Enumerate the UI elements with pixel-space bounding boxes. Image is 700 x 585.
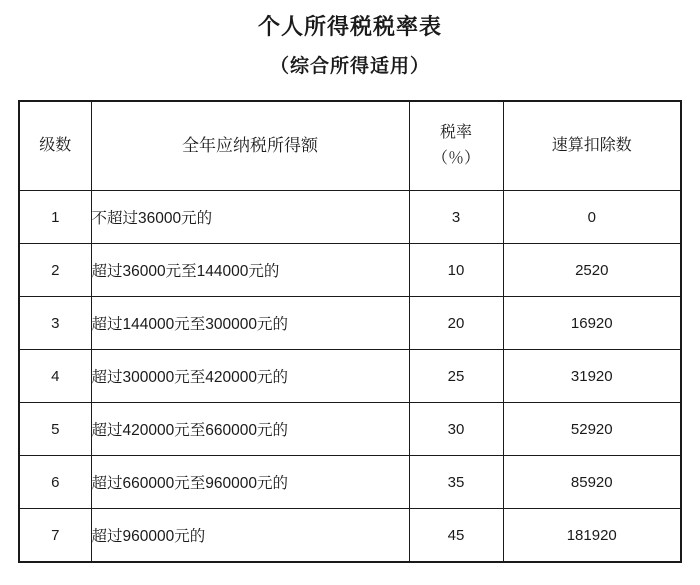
table-row bbox=[19, 350, 681, 403]
cell-level: 2 bbox=[19, 244, 91, 297]
table-row bbox=[19, 297, 681, 350]
cell-range: 不超过36000元的 bbox=[91, 191, 409, 244]
cell-rate: 10 bbox=[409, 244, 503, 297]
table-header bbox=[19, 101, 681, 191]
cell-deduction: 16920 bbox=[503, 297, 681, 350]
cell-range: 超过36000元至144000元的 bbox=[91, 244, 409, 297]
cell-deduction: 31920 bbox=[503, 350, 681, 403]
header-rate bbox=[409, 101, 503, 191]
cell-level: 1 bbox=[19, 191, 91, 244]
table-header-row bbox=[19, 101, 681, 191]
cell-level: 4 bbox=[19, 350, 91, 403]
table-row bbox=[19, 191, 681, 244]
cell-range: 超过300000元至420000元的 bbox=[91, 350, 409, 403]
table-body bbox=[19, 191, 681, 563]
tax-table-container bbox=[18, 100, 682, 563]
table-row bbox=[19, 456, 681, 509]
table-row bbox=[19, 509, 681, 563]
table-row bbox=[19, 244, 681, 297]
header-level: 级数 bbox=[19, 101, 91, 191]
cell-deduction: 52920 bbox=[503, 403, 681, 456]
header-range: 全年应纳税所得额 bbox=[91, 101, 409, 191]
cell-level: 7 bbox=[19, 509, 91, 563]
page-title: 个人所得税税率表 bbox=[257, 14, 442, 39]
cell-level: 5 bbox=[19, 403, 91, 456]
cell-rate: 35 bbox=[409, 456, 503, 509]
cell-rate: 3 bbox=[409, 191, 503, 244]
page-subtitle: （综合所得适用） bbox=[269, 56, 430, 77]
cell-deduction: 85920 bbox=[503, 456, 681, 509]
cell-deduction: 181920 bbox=[503, 509, 681, 563]
cell-rate: 45 bbox=[409, 509, 503, 563]
header-rate-line1: 税率 bbox=[439, 124, 472, 141]
cell-deduction: 2520 bbox=[503, 244, 681, 297]
cell-rate: 25 bbox=[409, 350, 503, 403]
cell-rate: 20 bbox=[409, 297, 503, 350]
cell-level: 6 bbox=[19, 456, 91, 509]
cell-level: 3 bbox=[19, 297, 91, 350]
cell-range: 超过660000元至960000元的 bbox=[91, 456, 409, 509]
header-deduction: 速算扣除数 bbox=[503, 101, 681, 191]
header-rate-line2: （％） bbox=[431, 150, 480, 167]
table-row bbox=[19, 403, 681, 456]
cell-range: 超过960000元的 bbox=[91, 509, 409, 563]
document-page bbox=[0, 10, 700, 585]
cell-range: 超过420000元至660000元的 bbox=[91, 403, 409, 456]
cell-range: 超过144000元至300000元的 bbox=[91, 297, 409, 350]
tax-rate-table bbox=[18, 100, 682, 563]
cell-rate: 30 bbox=[409, 403, 503, 456]
cell-deduction: 0 bbox=[503, 191, 681, 244]
